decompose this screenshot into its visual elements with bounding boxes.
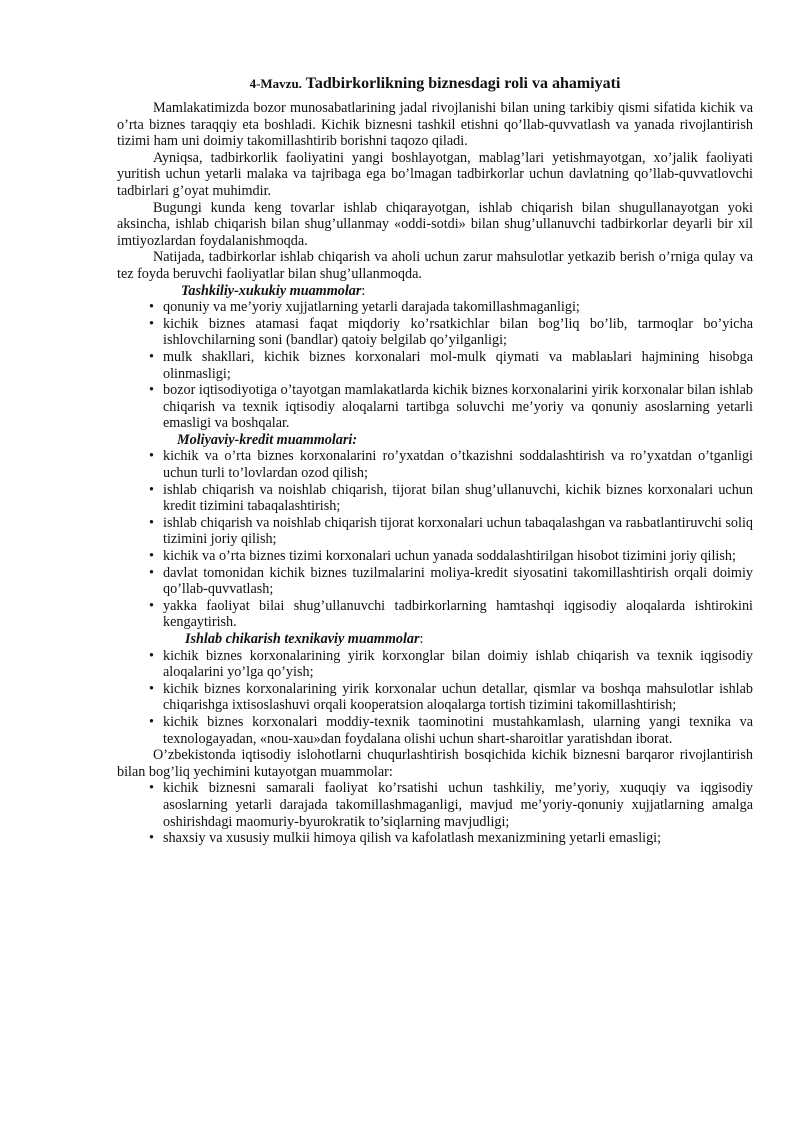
list-item-text: kichik va o’rta biznes tizimi korxonalari uchun yanada soddalashtirilgan hisobot tizimini joriy qilish; <box>163 548 736 565</box>
bullet: • <box>149 647 154 664</box>
list-item-text: qonuniy va me’yoriy xujjatlarning yetarli darajada takomillashmaganligi; <box>163 299 580 316</box>
list-item-text: kichik biznes korxonalari moddiy-texnik taominotini mustahkamlash, ularning yangi texnika va texnologayadan, «nou-xau»dan foydalana olishi uchun shart-sharoitlar yaratishdan iborat. <box>163 713 753 747</box>
list-legal <box>117 299 753 432</box>
list-item-text: kichik biznes korxonalarining yirik korxonglar bilan doimiy ishlab chiqarish va texnik iqgisodiy aloqalarini yo’lga qo’yish; <box>163 647 753 681</box>
paragraph-closing: O’zbekistonda iqtisodiy islohotlarni chuqurlashtirish bosqichida kichik biznesni barqaror rivojlantirish bilan bog’liq yechimini kutayotgan muammolar: <box>117 747 753 780</box>
list-item-text: ishlab chiqarish va noishlab chiqarish tijorat korxonalari uchun tabaqalashgan va raьbatlantiruvchi soliq tizimini joriy qilish; <box>163 514 753 548</box>
list-item <box>117 515 753 548</box>
bullet: • <box>149 514 154 531</box>
list-item <box>117 648 753 681</box>
bullet: • <box>149 780 154 797</box>
list-item-text: shaxsiy va xususiy mulkii himoya qilish va kafolatlash mexanizmining yetarli emasligi; <box>163 830 662 847</box>
section-heading-production <box>117 631 753 648</box>
title-prefix: 4-Mavzu. <box>249 76 302 91</box>
section-heading-text: Moliyaviy-kredit muammolari: <box>177 431 358 448</box>
list-item-text: kichik biznes korxonalarining yirik korxonalar uchun detallar, qismlar va boshqa mahsulotlar ishlab chiqarishga ixtisoslashuvi orqali kooperatsion aloqalarga tortish tizimini takomillashtirish; <box>163 680 753 714</box>
paragraph: Bugungi kunda keng tovarlar ishlab chiqarayotgan, ishlab chiqarish bilan shugullanayotgan yoki aksincha, ishlab chiqarish bilan shug’ullanmay «oddi-sotdi» bilan shug’ullanuvchi tadbirkorlar deyarli bir xil imtiyozlardan foydalanishmoqda. <box>117 199 753 249</box>
paragraph: Ayniqsa, tadbirkorlik faoliyatini yangi boshlayotgan, mablag’lari yetishmayotgan, xo’jalik faoliyati yuritish uchun yetarli malaka va tajribaga ega bo’lmagan tadbirkorlar uchun davlatning qo’llab-quvvatlovchi tadbirlari g’oyat muhimdir. <box>117 149 753 199</box>
list-production <box>117 648 753 748</box>
list-item <box>117 830 753 847</box>
list-item <box>117 448 753 481</box>
bullet: • <box>149 680 154 697</box>
document-title <box>117 74 753 94</box>
section-heading-text: Ishlab chikarish texnikaviy muammolar <box>185 631 420 647</box>
list-item-text: davlat tomonidan kichik biznes tuzilmalarini moliya-kredit siyosatini takomillashtirish orqali doimiy qo’llab-quvvatlash; <box>163 564 753 598</box>
list-item-text: kichik biznesni samarali faoliyat ko’rsatishi uchun tashkiliy, me’yoriy, xuquqiy va iqgisodiy asoslarning yetarli darajada takomillashmaganligi, mavjud me’yoriy-qonuniy xujjatlarning amalga oshirishdagi maomuriy-byurokratik to’siqlarning mavjudligi; <box>163 780 753 830</box>
list-item <box>117 780 753 830</box>
heading-colon: : <box>419 631 424 647</box>
section-heading-legal <box>117 283 753 300</box>
list-item-text: mulk shakllari, kichik biznes korxonalari mol-mulk qiymati va mablaьlari hajmining hisobga olinmasligi; <box>163 348 753 382</box>
title-main: Tadbirkorlikning biznesdagi roli va ahamiyati <box>305 75 621 92</box>
bullet: • <box>149 481 154 498</box>
bullet: • <box>149 448 154 465</box>
list-item <box>117 681 753 714</box>
list-item-text: bozor iqtisodiyotiga o’tayotgan mamlakatlarda kichik biznes korxonalarini yirik korxonalar bilan ishlab chiqarish va texnik iqtisodiy aloqalarni tartibga soluvchi me’yoriy va qonuniy asoslarning yetarli emasligi va boshqalar. <box>163 382 753 432</box>
bullet: • <box>149 299 154 316</box>
list-item <box>117 299 753 316</box>
paragraph: Mamlakatimizda bozor munosabatlarining jadal rivojlanishi bilan uning tarkibiy qismi sifatida kichik va o’rta biznes taraqqiy eta boshladi. Kichik biznesni tashkil etishni qo’llab-quvvatlash va yanada rivojlantirish tizimi ham uni doimiy takomillashtirib borishni taqozo qiladi. <box>117 100 753 150</box>
list-item-text: kichik biznes atamasi faqat miqdoriy ko’rsatkichlar bilan bog’liq bo’lib, tarmoqlar bo’yicha ishlovchilarning soni (bandlar) qatoiy belgilab qo’yilganligi; <box>163 315 753 349</box>
list-item <box>117 598 753 631</box>
list-item <box>117 382 753 432</box>
list-item-text: ishlab chiqarish va noishlab chiqarish, tijorat bilan shug’ullanuvchi, kichik biznes korxonalari uchun kredit tizimini tabaqalashtirish; <box>163 481 753 515</box>
bullet: • <box>149 597 154 614</box>
bullet: • <box>149 548 154 565</box>
bullet: • <box>149 382 154 399</box>
section-heading-text: Tashkiliy-xukukiy muammolar <box>181 282 362 299</box>
bullet: • <box>149 564 154 581</box>
heading-colon: : <box>361 282 366 299</box>
document-page <box>117 74 753 847</box>
list-item <box>117 714 753 747</box>
list-item-text: yakka faoliyat bilai shug’ullanuvchi tadbirkorlarning hamtashqi iqgisodiy aloqalarda ishtirokini kengaytirish. <box>163 597 753 631</box>
section-heading-finance <box>117 432 753 449</box>
list-item <box>117 482 753 515</box>
list-item <box>117 316 753 349</box>
list-problems <box>117 780 753 846</box>
paragraph: Natijada, tadbirkorlar ishlab chiqarish va aholi uchun zarur mahsulotlar yetkazib berish o’rniga qulay va tez foyda beruvchi faoliyatlar bilan shug’ullanmoqda. <box>117 249 753 282</box>
bullet: • <box>149 315 154 332</box>
list-finance <box>117 448 753 631</box>
bullet: • <box>149 830 154 847</box>
list-item <box>117 565 753 598</box>
list-item <box>117 349 753 382</box>
bullet: • <box>149 713 154 730</box>
bullet: • <box>149 348 154 365</box>
list-item-text: kichik va o’rta biznes korxonalarini ro’yxatdan o’tkazishni soddalashtirish va ro’yxatdan o’tganligi uchun turli to’lovlardan ozod qilish; <box>163 448 753 482</box>
list-item <box>117 548 753 565</box>
